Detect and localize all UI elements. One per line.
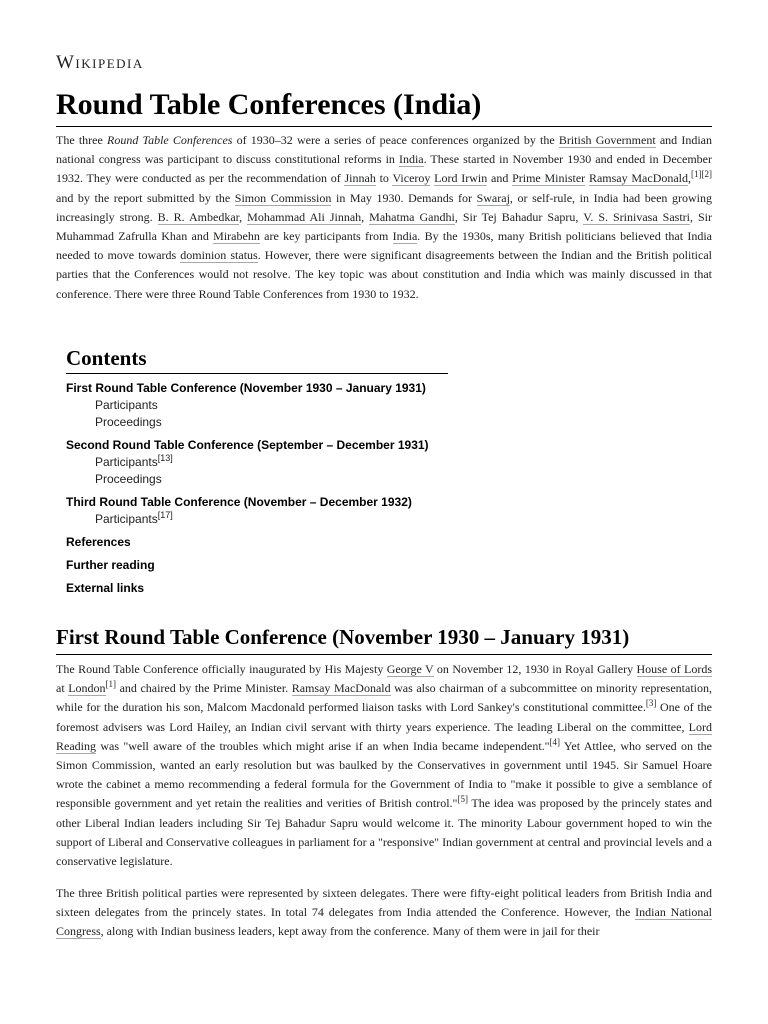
wiki-link[interactable]: Prime Minister (512, 171, 586, 186)
wiki-link[interactable]: India (398, 152, 424, 167)
wiki-link[interactable]: House of Lords (636, 662, 712, 676)
wiki-link[interactable]: India (392, 229, 418, 244)
text-run: and (487, 171, 513, 186)
toc-entry-label: Proceedings (95, 415, 162, 429)
toc-entry-label: External links (66, 581, 145, 595)
text-run: The idea was proposed by the princely states and other Liberal Indian leaders including Sir Tej Bahadur Sapru would welcome it. The minority Labour government hoped to win the support of Liberal and Conservative colleagues in parliament for a "responsive" Indian government at central and provincial levels and a conservative legislature. (56, 796, 712, 869)
toc-subentry[interactable] (66, 397, 448, 414)
text-run: One of the foremost advisers was Lord Hailey, an Indian civil servant with thirty years experience. The leading Liberal on the committee, (56, 700, 712, 734)
toc-list (66, 380, 448, 597)
wikipedia-logo[interactable] (56, 52, 144, 74)
wiki-link[interactable]: Ramsay MacDonald (588, 171, 689, 186)
wiki-link[interactable]: British Government (558, 133, 656, 147)
wiki-link[interactable]: V. S. Srinivasa Sastri (583, 209, 690, 224)
text-run: The Round Table Conference officially inaugurated by His Majesty (56, 662, 387, 676)
wiki-link[interactable]: Viceroy (392, 171, 431, 186)
toc-entry-label: Proceedings (95, 472, 162, 486)
toc-entry[interactable] (66, 437, 448, 454)
wiki-link[interactable]: Ramsay MacDonald (291, 681, 391, 696)
text-run: at (56, 681, 69, 696)
table-of-contents (66, 344, 448, 597)
section1-paragraph-1 (56, 660, 712, 871)
citation-ref[interactable]: [4] (549, 736, 561, 747)
toc-subentry[interactable] (66, 511, 448, 528)
wiki-link[interactable]: dominion status (180, 248, 258, 263)
text-run: on November 12, 1930 in Royal Gallery (433, 662, 637, 676)
citation-ref[interactable]: [5] (457, 794, 468, 805)
text-run: The three British political parties were represented by sixteen delegates. There were fifty-eight political leaders from British India and sixteen delegates from the princely states. In total 74 delegates from India attended the Conference. However, the (56, 886, 712, 920)
text-run: and by the report submitted by the (56, 190, 235, 205)
toc-entry[interactable] (66, 580, 448, 597)
text-run: and Indian national congress was participant to discuss constitutional reforms in (56, 133, 713, 167)
citation-ref[interactable]: [3] (645, 698, 657, 709)
toc-entry-label: Second Round Table Conference (September – December 1931) (66, 438, 429, 452)
toc-entry-label: Participants (95, 398, 158, 412)
text-run: of 1930–32 were a series of peace conferences organized by the (232, 133, 559, 147)
toc-subentry[interactable] (66, 471, 448, 488)
wiki-link[interactable]: Mirabehn (213, 229, 260, 244)
wiki-link[interactable]: London (68, 681, 106, 696)
citation-ref[interactable]: [13] (157, 453, 173, 463)
toc-subentry[interactable] (66, 414, 448, 431)
wiki-link[interactable]: B. R. Ambedkar (157, 209, 240, 224)
text-run: , or self-rule, in India had been growing increasingly strong. (56, 190, 712, 224)
citation-ref[interactable]: [2] (701, 169, 713, 180)
text-run: , Sir Tej Bahadur Sapru, (454, 209, 584, 224)
wiki-link[interactable]: Lord Reading (56, 719, 712, 753)
wiki-link[interactable]: Jinnah (344, 171, 376, 186)
wiki-link[interactable]: Mohammad Ali Jinnah (247, 209, 362, 224)
intro-paragraph (56, 131, 712, 304)
text-run: are key participants from (259, 229, 393, 244)
wiki-link[interactable]: Lord Irwin (434, 171, 488, 186)
toc-entry-label: Participants (95, 455, 158, 469)
text-run: was "well aware of the troubles which might arise if an when India became independent." (96, 738, 550, 753)
emphasis-text: Round Table Conferences (107, 133, 233, 147)
toc-entry[interactable] (66, 557, 448, 574)
citation-ref[interactable]: [1] (105, 679, 117, 690)
text-run: , (688, 171, 692, 186)
text-run: . By the 1930s, many British politicians believed that India needed to move towards (56, 229, 712, 263)
toc-entry-label: Further reading (66, 558, 155, 572)
text-run: to (375, 171, 393, 186)
toc-entry-label: References (66, 535, 131, 549)
citation-ref[interactable]: [1] (691, 169, 702, 180)
toc-heading: Contents (66, 344, 448, 374)
wiki-link[interactable]: Indian National Congress (56, 905, 713, 939)
text-run: , (239, 209, 248, 224)
text-run: Yet Attlee, who served on the Simon Commission, wanted an early resolution but was baulked by the Conservatives in government until 1945. Sir Samuel Hoare wrote the cabinet a memo recommending a federal formula for the Government of India to "make it possible to give a semblance of responsible government and yet retain the realities and verities of British control." (56, 738, 712, 811)
text-run: and chaired by the Prime Minister. (116, 681, 292, 696)
wikipedia-logo-text: Wikipedia (56, 52, 144, 73)
text-run: . However, there were significant disagreements between the Indian and the British political parties that the Conferences would not resolve. The key topic was about constitution and India which was mainly discussed in that conference. There were three Round Table Conferences from 1930 to 1932. (56, 248, 712, 301)
text-run: was also chairman of a subcommittee on minority representation, while for the duration his son, Malcom Macdonald performed liaison tasks with Lord Sankey's constitutional committee. (56, 681, 712, 715)
article-title: Round Table Conferences (India) (56, 86, 712, 127)
section1-paragraph-2 (56, 884, 712, 942)
toc-entry-label: Third Round Table Conference (November – December 1932) (66, 495, 412, 509)
citation-ref[interactable]: [17] (157, 510, 173, 520)
toc-entry[interactable] (66, 534, 448, 551)
text-run: , (361, 209, 370, 224)
wiki-link[interactable]: Swaraj (476, 190, 510, 205)
text-run: , Sir Muhammad Zafrulla Khan and (56, 209, 713, 244)
toc-entry[interactable] (66, 494, 448, 511)
text-run: The three (56, 133, 107, 147)
text-run: , along with Indian business leaders, kept away from the conference. Many of them were in jail for their (100, 924, 600, 939)
toc-entry-label: Participants (95, 512, 158, 526)
section-heading-first-conference: First Round Table Conference (November 1930 – January 1931) (56, 622, 712, 655)
text-run: in May 1930. Demands for (331, 190, 477, 205)
toc-entry-label: First Round Table Conference (November 1930 – January 1931) (66, 381, 426, 395)
wiki-link[interactable]: Simon Commission (234, 190, 332, 205)
wiki-link[interactable]: Mahatma Gandhi (369, 209, 455, 224)
wiki-link[interactable]: George V (386, 662, 434, 676)
toc-subentry[interactable] (66, 454, 448, 471)
toc-entry[interactable] (66, 380, 448, 397)
text-run: . These started in November 1930 and ended in December 1932. They were conducted as per the recommendation of (56, 152, 712, 186)
